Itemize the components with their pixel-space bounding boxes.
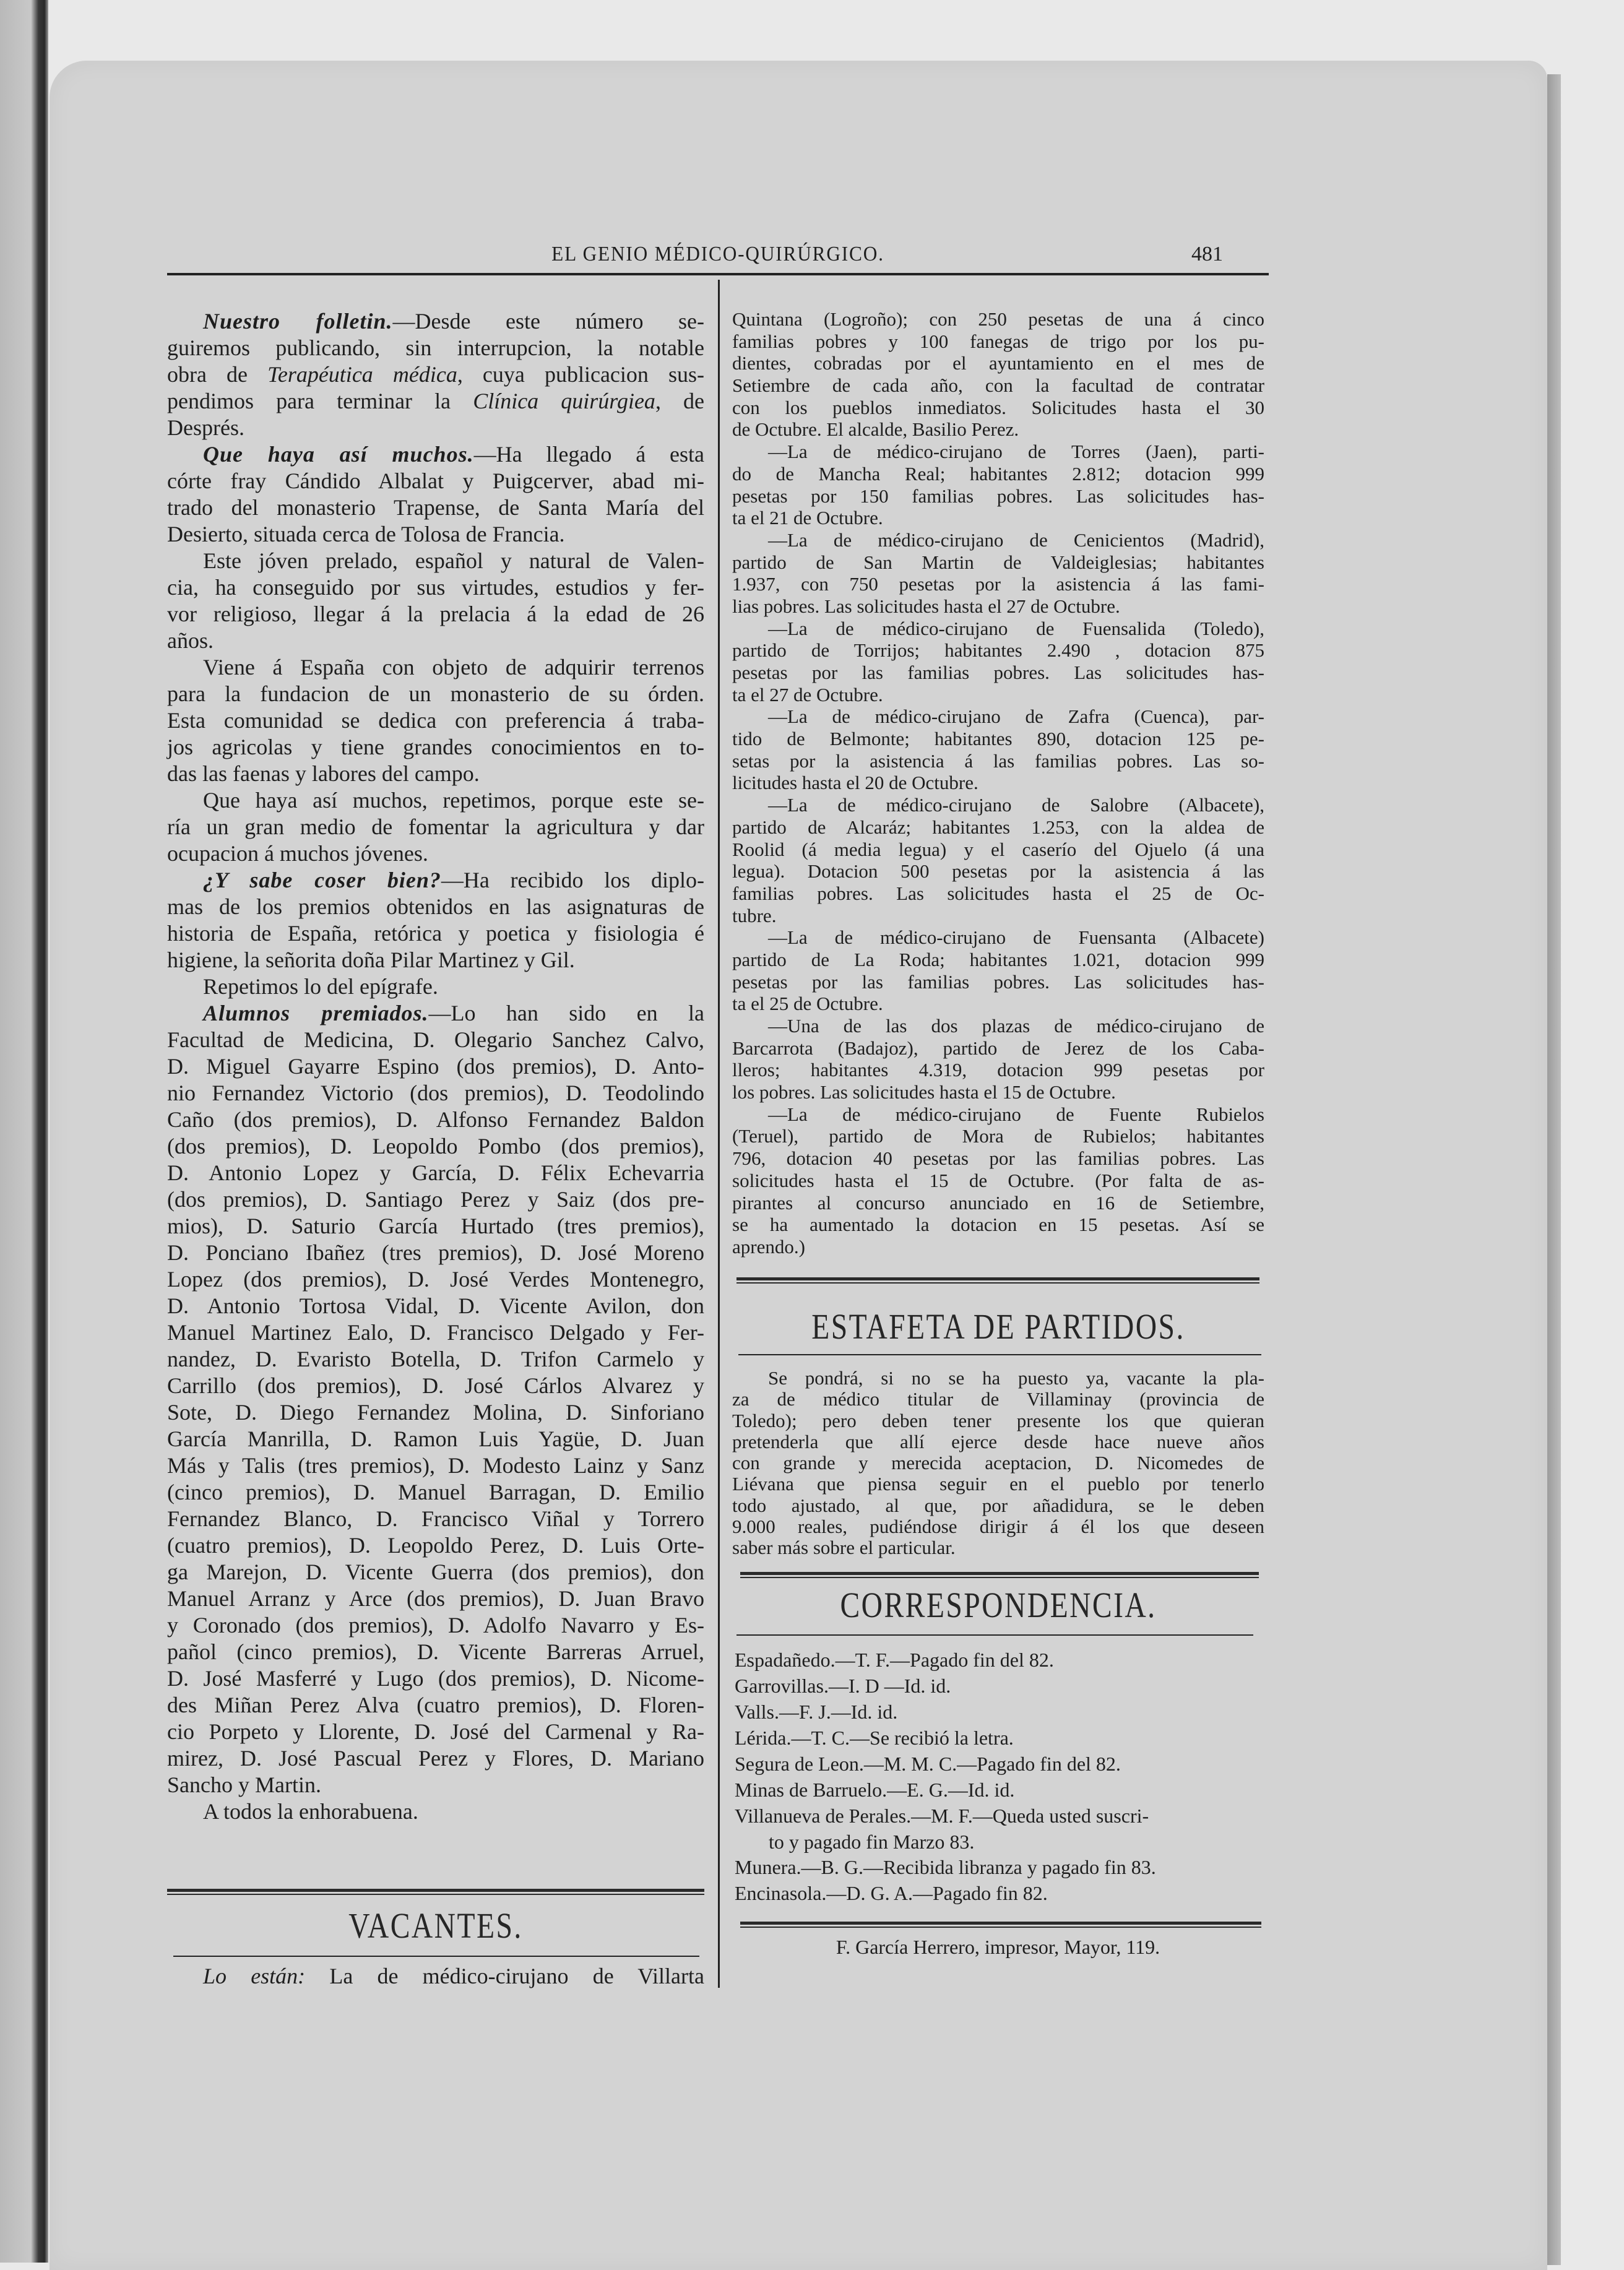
text-line: D. Ponciano Ibañez (tres premios), D. José Moreno — [167, 1240, 704, 1265]
correspondence-entry — [735, 1751, 1267, 1777]
right-column-text — [732, 308, 1264, 1258]
paragraph — [732, 529, 1264, 618]
paragraph — [732, 1368, 1264, 1559]
text-line: tido de Belmonte; habitantes 890, dotacion 125 pe- — [732, 728, 1264, 750]
text-line — [167, 1963, 704, 1990]
text-line: —Una de las dos plazas de médico-cirujano de — [768, 1015, 1264, 1037]
text-line: vor religioso, llegar á la prelacia á la edad de 26 — [167, 602, 704, 626]
text-line: —La de médico-cirujano de Fuente Rubielos — [768, 1103, 1264, 1125]
text-line: —La de médico-cirujano de Fuensanta (Albacete) — [768, 926, 1264, 949]
paragraph — [732, 441, 1264, 529]
entry-line: to y pagado fin Marzo 83. — [769, 1831, 975, 1853]
text-line: para la fundacion de un monasterio de su órden. — [167, 681, 704, 706]
text-line: Este jóven prelado, español y natural de Valen- — [203, 548, 704, 573]
entry-line: Villanueva de Perales.—M. F.—Queda usted suscri- — [735, 1805, 1149, 1827]
text-line: aprendo.) — [732, 1235, 805, 1258]
text-line: partido de Torrijos; habitantes 2.490 , dotacion 875 — [732, 639, 1264, 662]
paragraph — [732, 308, 1264, 441]
text-run: —Desde este número se- — [392, 309, 704, 334]
text-line: mas de los premios obtenidos en las asignaturas de — [167, 894, 704, 919]
text-line — [167, 441, 704, 468]
text-line: (Teruel), partido de Mora de Rubielos; habitantes — [732, 1125, 1264, 1147]
italic-text: Lo están: — [203, 1964, 306, 1988]
text-line: partido de San Martin de Valdeiglesias; habitantes — [732, 551, 1264, 573]
text-run: , cuya publicacion sus- — [457, 362, 705, 387]
text-line: ta el 21 de Octubre. — [732, 507, 883, 529]
text-line: D. José Masferré y Lugo (dos premios), D. Nicome- — [167, 1666, 704, 1691]
text-line: 1.937, con 750 pesetas por la asistencia á las fami- — [732, 573, 1264, 595]
text-line: tubre. — [732, 904, 777, 926]
text-line: —La de médico-cirujano de Salobre (Albacete), — [768, 794, 1264, 816]
text-line: (cuatro premios), D. Leopoldo Perez, D. Luis Orte- — [167, 1533, 704, 1558]
text-line: setas por la asistencia á las familias pobres. Las so- — [732, 749, 1264, 772]
text-line — [167, 1000, 704, 1027]
text-line: das las faenas y labores del campo. — [167, 761, 480, 786]
text-line: pesetas por las familias pobres. Las solicitudes has- — [732, 970, 1264, 993]
text-line: años. — [167, 628, 214, 653]
text-line: legua). Dotacion 500 pesetas por la asistencia á las — [732, 860, 1264, 883]
text-line: con grande y merecida aceptacion, D. Nicomedes de — [732, 1452, 1264, 1474]
entry-line: Segura de Leon.—M. M. C.—Pagado fin del 82. — [735, 1753, 1121, 1775]
text-line: Repetimos lo del epígrafe. — [203, 974, 438, 999]
text-line: pretenderla que allí ejerce desde hace nueve años — [732, 1430, 1264, 1452]
text-line: partido de Alcaráz; habitantes 1.253, con la aldea de — [732, 816, 1264, 838]
text-line: partido de La Roda; habitantes 1.021, dotacion 999 — [732, 948, 1264, 970]
text-line: —La de médico-cirujano de Zafra (Cuenca), par- — [768, 706, 1264, 728]
text-line: Esta comunidad se dedica con preferencia á traba- — [167, 708, 704, 733]
text-line: Se pondrá, si no se ha puesto ya, vacante la pla- — [768, 1367, 1264, 1389]
text-line: ta el 25 de Octubre. — [732, 993, 883, 1015]
text-line: saber más sobre el particular. — [732, 1537, 956, 1559]
text-line: lias pobres. Las solicitudes hasta el 27 de Octubre. — [732, 595, 1120, 617]
text-line: Sote, D. Diego Fernandez Molina, D. Sinforiano — [167, 1400, 704, 1425]
text-line: Sancho y Martin. — [167, 1772, 321, 1797]
text-line: ocupacion á muchos jóvenes. — [167, 841, 428, 866]
column-divider — [718, 280, 720, 1988]
correspondence-entry — [735, 1647, 1267, 1673]
text-line: Facultad de Medicina, D. Olegario Sanchez Calvo, — [167, 1027, 704, 1052]
paragraph — [167, 654, 704, 787]
text-run: La de médico-cirujano de Villarta — [305, 1964, 704, 1988]
text-line: Toledo); pero deben tener presente los que quieran — [732, 1409, 1264, 1431]
text-line: Carrillo (dos premios), D. José Cárlos Alvarez y — [167, 1373, 704, 1398]
correspondence-entry — [735, 1803, 1267, 1854]
page-edge — [1547, 74, 1561, 2265]
paragraph — [167, 1000, 704, 1798]
paragraph — [732, 706, 1264, 794]
left-column-text — [167, 308, 704, 1825]
correspondencia-list — [735, 1647, 1267, 1906]
text-line: Lopez (dos premios), D. José Verdes Montenegro, — [167, 1267, 704, 1292]
text-line — [167, 308, 704, 335]
text-line: todo ajustado, al que, por añadidura, se le deben — [732, 1494, 1264, 1516]
entry-line: Minas de Barruelo.—E. G.—Id. id. — [735, 1779, 1015, 1801]
running-header: EL GENIO MÉDICO-QUIRÚRGICO. — [551, 243, 884, 265]
text-line: los pobres. Las solicitudes hasta el 15 de Octubre. — [732, 1081, 1116, 1103]
estafeta-top-rule — [736, 1277, 1259, 1284]
text-run: , de — [655, 389, 704, 413]
page-number: 481 — [1191, 243, 1223, 265]
estafeta-bottom-rule — [738, 1354, 1261, 1355]
text-line: licitudes hasta el 20 de Octubre. — [732, 772, 978, 794]
text-line: Liévana que piensa seguir en el pueblo por tenerlo — [732, 1473, 1264, 1495]
correspondence-entry — [735, 1777, 1267, 1803]
text-line: córte fray Cándido Albalat y Puigcerver, abad mi- — [167, 468, 704, 493]
estafeta-heading: ESTAFETA DE PARTIDOS. — [811, 1306, 1185, 1347]
text-line: ría un gran medio de fomentar la agricultura y dar — [167, 814, 704, 839]
paragraph — [732, 794, 1264, 926]
text-line: Manuel Arranz y Arce (dos premios), D. Juan Bravo — [167, 1586, 704, 1611]
text-line: Desierto, situada cerca de Tolosa de Francia. — [167, 522, 565, 546]
text-line: ga Marejon, D. Vicente Guerra (dos premios), don — [167, 1560, 704, 1584]
text-line: trado del monasterio Trapense, de Santa María del — [167, 495, 704, 520]
text-run: —Lo han sido en la — [428, 1001, 704, 1025]
correspondence-entry — [735, 1880, 1267, 1906]
header-rule — [167, 273, 1269, 275]
vacantes-intro — [167, 1963, 704, 1990]
entry-line: Garrovillas.—I. D —Id. id. — [735, 1675, 951, 1697]
correspondence-entry — [735, 1725, 1267, 1751]
book-binding — [0, 0, 48, 2263]
correspondencia-bottom-rule — [736, 1634, 1253, 1636]
vacantes-heading: VACANTES. — [348, 1905, 523, 1946]
text-line: (dos premios), D. Leopoldo Pombo (dos premios), — [167, 1134, 704, 1159]
text-line: Barcarrota (Badajoz), partido de Jerez de los Caba- — [732, 1037, 1264, 1059]
text-line: cio Porpeto y Llorente, D. José del Carmenal y Ra- — [167, 1719, 704, 1744]
text-line — [167, 388, 704, 415]
italic-text: Terapéutica médica — [267, 362, 457, 387]
text-line: solicitudes hasta el 15 de Octubre. (Por falta de as- — [732, 1169, 1264, 1191]
paragraph — [167, 548, 704, 654]
text-line — [167, 361, 704, 388]
paragraph — [167, 1798, 704, 1825]
text-line: dientes, cobradas por el ayuntamiento en el mes de — [732, 352, 1264, 374]
paragraph — [167, 867, 704, 973]
text-line: D. Antonio Lopez y García, D. Félix Echevarria — [167, 1160, 704, 1185]
paragraph — [732, 618, 1264, 706]
text-line: nandez, D. Evaristo Botella, D. Trifon Carmelo y — [167, 1347, 704, 1371]
estafeta-text — [732, 1368, 1264, 1559]
text-line: higiene, la señorita doña Pilar Martinez y Gil. — [167, 947, 575, 972]
text-line: se ha aumentado la dotacion en 15 pesetas. Así se — [732, 1214, 1264, 1236]
paragraph — [732, 926, 1264, 1015]
entry-line: Encinasola.—D. G. A.—Pagado fin 82. — [735, 1882, 1048, 1904]
text-line: pirantes al concurso anunciado en 16 de Setiembre, — [732, 1191, 1264, 1214]
paragraph — [167, 441, 704, 548]
printer-imprint: F. García Herrero, impresor, Mayor, 119. — [836, 1936, 1160, 1958]
text-line: Manuel Martinez Ealo, D. Francisco Delgado y Fer- — [167, 1320, 704, 1345]
text-line: do de Mancha Real; habitantes 2.812; dotacion 999 — [732, 462, 1264, 485]
text-line: guiremos publicando, sin interrupcion, la notable — [167, 335, 704, 360]
text-line: ta el 27 de Octubre. — [732, 683, 883, 706]
text-line: mios), D. Saturio García Hurtado (tres premios), — [167, 1214, 704, 1238]
text-line: —La de médico-cirujano de Torres (Jaen), parti- — [768, 441, 1264, 463]
text-line: Fernandez Blanco, D. Francisco Viñal y Torrero — [167, 1506, 704, 1531]
text-run: obra de — [167, 362, 268, 387]
text-line: A todos la enhorabuena. — [203, 1799, 418, 1824]
text-line: pesetas por 150 familias pobres. Las solicitudes has- — [732, 485, 1264, 507]
correspondencia-top-rule — [740, 1572, 1259, 1578]
entry-line: Munera.—B. G.—Recibida libranza y pagado fin 83. — [735, 1856, 1156, 1878]
text-line: pesetas por las familias pobres. Las solicitudes has- — [732, 662, 1264, 683]
paragraph — [167, 1963, 704, 1990]
text-line: nio Fernandez Victorio (dos premios), D. Teodolindo — [167, 1081, 704, 1105]
run-in-heading: ¿Y sabe coser bien? — [203, 868, 441, 892]
text-line: (dos premios), D. Santiago Perez y Saiz (dos pre- — [167, 1187, 704, 1212]
text-line: des Miñan Perez Alva (cuatro premios), D. Floren- — [167, 1693, 704, 1717]
entry-line: Espadañedo.—T. F.—Pagado fin del 82. — [735, 1649, 1054, 1671]
text-line: (cinco premios), D. Manuel Barragan, D. Emilio — [167, 1480, 704, 1504]
correspondencia-heading: CORRESPONDENCIA. — [840, 1585, 1157, 1625]
text-line: —La de médico-cirujano de Fuensalida (Toledo), — [768, 617, 1264, 639]
vacantes-top-rule — [167, 1889, 704, 1895]
italic-text: Clínica quirúrgiea — [473, 389, 655, 413]
text-line: Després. — [167, 415, 244, 440]
text-line: D. Miguel Gayarre Espino (dos premios), D. Anto- — [167, 1054, 704, 1079]
text-run: —Ha llegado á esta — [473, 442, 704, 467]
text-line: Viene á España con objeto de adquirir terrenos — [203, 655, 704, 680]
text-run: pendimos para terminar la — [167, 389, 473, 413]
text-line: historia de España, retórica y poetica y fisiologia é — [167, 921, 704, 946]
run-in-heading: Que haya así muchos. — [203, 442, 474, 467]
entry-line: Valls.—F. J.—Id. id. — [735, 1701, 898, 1723]
correspondence-entry — [735, 1673, 1267, 1699]
paragraph — [167, 787, 704, 867]
text-line: 9.000 reales, pudiéndose dirigir á él los que deseen — [732, 1516, 1264, 1538]
text-line: Que haya así muchos, repetimos, porque este se- — [203, 788, 704, 813]
text-line: García Manrilla, D. Ramon Luis Yagüe, D. Juan — [167, 1426, 704, 1451]
paragraph — [167, 973, 704, 1000]
entry-line: Lérida.—T. C.—Se recibió la letra. — [735, 1727, 1014, 1749]
paragraph — [732, 1103, 1264, 1258]
text-line: 796, dotacion 40 pesetas por las familias pobres. Las — [732, 1147, 1264, 1170]
text-line — [167, 867, 704, 894]
text-line: y Coronado (dos premios), D. Adolfo Navarro y Es- — [167, 1613, 704, 1638]
paragraph — [732, 1015, 1264, 1103]
text-line: —La de médico-cirujano de Cenicientos (Madrid), — [768, 529, 1264, 551]
text-line: Quintana (Logroño); con 250 pesetas de una á cinco — [732, 308, 1264, 330]
text-line: de Octubre. El alcalde, Basilio Perez. — [732, 418, 1019, 441]
text-line: Más y Talis (tres premios), D. Modesto Lainz y Sanz — [167, 1453, 704, 1478]
correspondence-entry — [735, 1854, 1267, 1880]
text-line: Roolid (á media legua) y el caserío del Ojuelo (á una — [732, 838, 1264, 860]
footer-rule — [740, 1922, 1261, 1928]
text-line: Caño (dos premios), D. Alfonso Fernandez Baldon — [167, 1107, 704, 1132]
text-line: cia, ha conseguido por sus virtudes, estudios y fer- — [167, 575, 704, 600]
text-line: jos agricolas y tiene grandes conocimientos en to- — [167, 735, 704, 759]
text-line: pañol (cinco premios), D. Vicente Barreras Arruel, — [167, 1639, 704, 1664]
run-in-heading: Alumnos premiados. — [203, 1001, 429, 1025]
text-run: —Ha recibido los diplo- — [441, 868, 704, 892]
correspondence-entry — [735, 1699, 1267, 1725]
text-line: familias pobres y 100 fanegas de trigo por los pu- — [732, 330, 1264, 352]
text-line: familias pobres. Las solicitudes hasta el 25 de Oc- — [732, 882, 1264, 904]
text-line: D. Antonio Tortosa Vidal, D. Vicente Avilon, don — [167, 1293, 704, 1318]
text-line: za de médico titular de Villaminay (provincia de — [732, 1388, 1264, 1410]
text-line: Setiembre de cada año, con la facultad de contratar — [732, 374, 1264, 397]
text-line: mirez, D. José Pascual Perez y Flores, D. Mariano — [167, 1746, 704, 1771]
text-line: con los pueblos inmediatos. Solicitudes hasta el 30 — [732, 396, 1264, 418]
vacantes-bottom-rule — [173, 1956, 699, 1957]
text-line: lleros; habitantes 4.319, dotacion 999 pesetas por — [732, 1059, 1264, 1081]
paragraph — [167, 308, 704, 441]
run-in-heading: Nuestro folletin. — [203, 309, 393, 334]
